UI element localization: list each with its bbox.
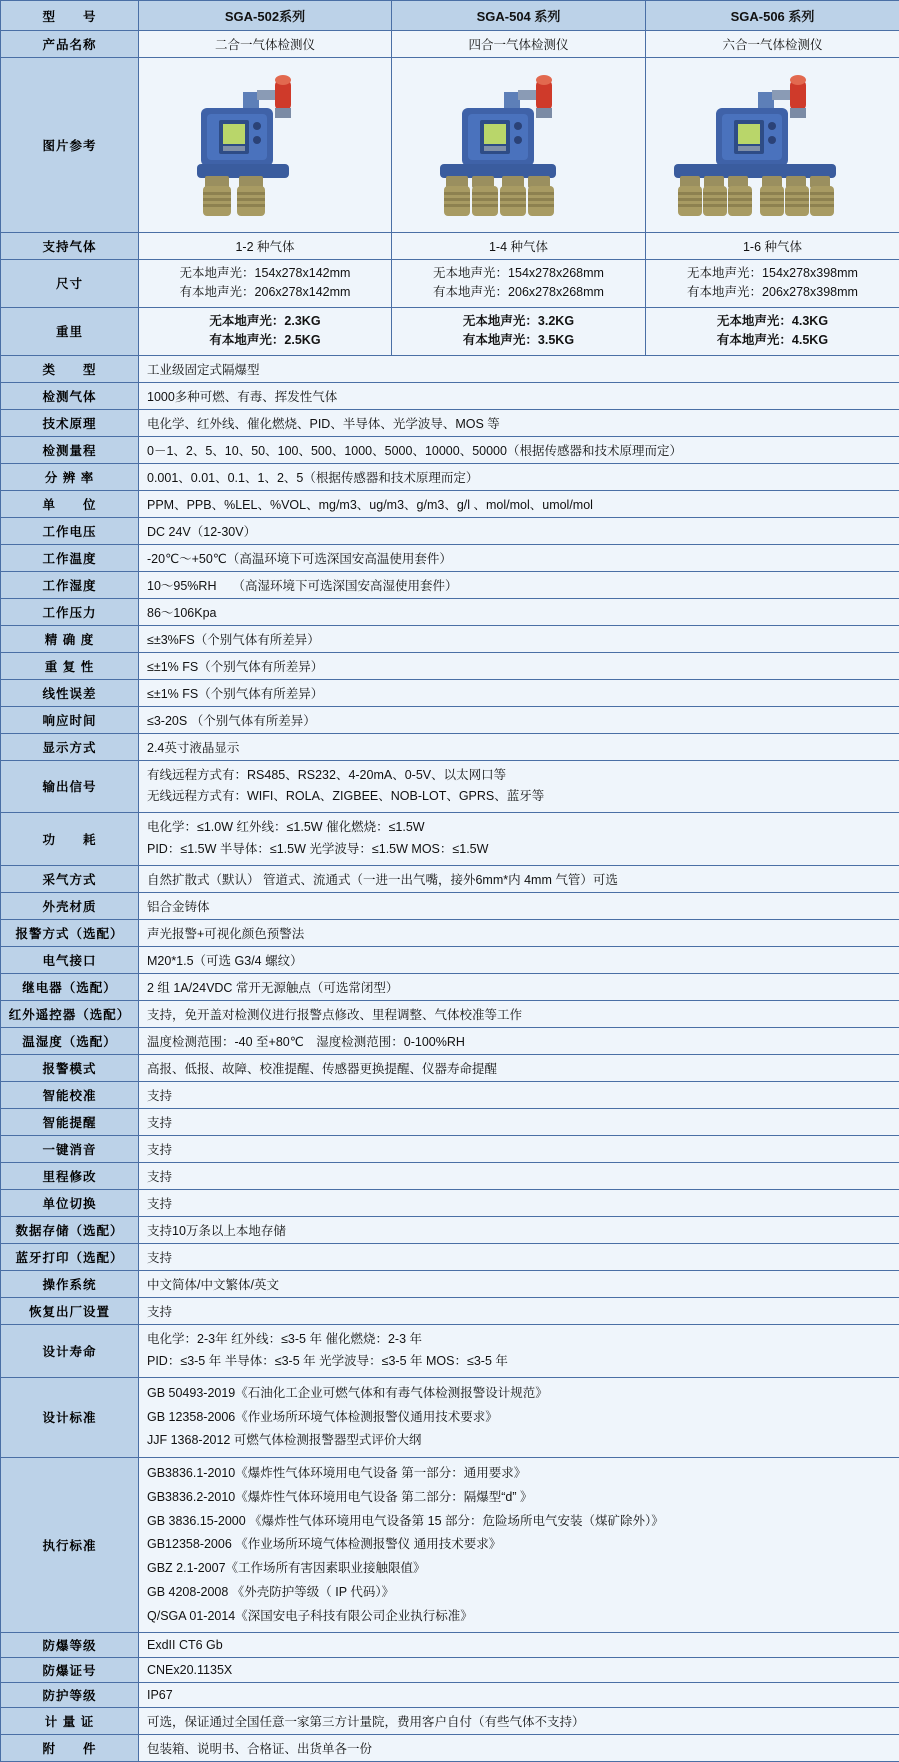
exec-standard-line-4: GB12358-2006 《作业场所环境气体检测报警仪 通用技术要求》: [147, 1533, 891, 1557]
size-2-line2: 有本地声光：206x278x268mm: [400, 283, 637, 302]
row-label-work-temp: 工作温度: [1, 544, 139, 571]
row-label-relay: 继电器（选配）: [1, 974, 139, 1001]
repeat-value: ≤±1% FS（个别气体有所差异）: [139, 652, 899, 679]
voltage-value: DC 24V（12-30V）: [139, 517, 899, 544]
weight-1: [139, 307, 392, 355]
row-label-ip-grade: 防护等级: [1, 1683, 139, 1708]
size-1: [139, 260, 392, 308]
table-row-output: [1, 760, 899, 813]
row-label-work-press: 工作压力: [1, 598, 139, 625]
table-row-electrical-port: [1, 947, 899, 974]
row-label-support-gas: 支持气体: [1, 233, 139, 260]
alarm-mode-opt-value: 声光报警+可视化颜色预警法: [139, 920, 899, 947]
support-gas-3: 1-6 种气体: [646, 233, 899, 260]
row-label-design-standard: 设计标准: [1, 1377, 139, 1457]
work-humi-value: 10～95%RH （高湿环境下可选深国安高湿使用套件）: [139, 571, 899, 598]
data-storage-value: 支持10万条以上本地存储: [139, 1217, 899, 1244]
power-pid: PID：≤1.5W: [147, 842, 216, 856]
table-row-range: [1, 436, 899, 463]
design-life-line-2: [147, 1351, 891, 1373]
table-row-image: [1, 58, 899, 233]
exec-standard-line-3: GB 3836.15-2000 《爆炸性气体环境用电气设备第 15 部分：危险场所电气安装（煤矿除外）》: [147, 1510, 891, 1534]
temp-humi-opt-value: 温度检测范围：-40 至+80℃ 湿度检测范围：0-100%RH: [139, 1028, 899, 1055]
table-row-work-humi: [1, 571, 899, 598]
table-row-linear: [1, 679, 899, 706]
life-pid: PID：≤3-5 年: [147, 1354, 221, 1368]
weight-2: [392, 307, 646, 355]
bt-print-value: 支持: [139, 1244, 899, 1271]
table-row-display: [1, 733, 899, 760]
table-row-work-press: [1, 598, 899, 625]
table-row-bt-print: [1, 1244, 899, 1271]
row-label-linear: 线性误差: [1, 679, 139, 706]
weight-1-line1: 无本地声光：2.3KG: [147, 312, 383, 331]
exec-standard-line-5: GBZ 2.1-2007《工作场所有害因素职业接触限值》: [147, 1557, 891, 1581]
row-label-range: 检测量程: [1, 436, 139, 463]
exec-standard-line-1: GB3836.1-2010《爆炸性气体环境用电气设备 第一部分：通用要求》: [147, 1462, 891, 1486]
work-temp-value: -20℃～+50℃（高温环境下可选深国安高温使用套件）: [139, 544, 899, 571]
table-row-response: [1, 706, 899, 733]
row-label-work-humi: 工作湿度: [1, 571, 139, 598]
product-name-3: 六合一气体检测仪: [646, 31, 899, 58]
table-row-sampling: [1, 866, 899, 893]
product-name-1: 二合一气体检测仪: [139, 31, 392, 58]
smart-remind-value: 支持: [139, 1109, 899, 1136]
ir-remote-value: 支持，免开盖对检测仪进行报警点修改、里程调整、气体校准等工作: [139, 1001, 899, 1028]
exec-standard-line-7: Q/SGA 01-2014《深国安电子科技有限公司企业执行标准》: [147, 1605, 891, 1629]
table-row-relay: [1, 974, 899, 1001]
smart-cal-value: 支持: [139, 1082, 899, 1109]
weight-2-line1: 无本地声光：3.2KG: [400, 312, 637, 331]
power-line-2: [147, 839, 891, 861]
row-label-one-key-mute: 一键消音: [1, 1136, 139, 1163]
table-row-data-storage: [1, 1217, 899, 1244]
row-label-sampling: 采气方式: [1, 866, 139, 893]
table-row-alarm-mode-opt: [1, 920, 899, 947]
accessories-value: 包装箱、说明书、合格证、出货单各一份: [139, 1735, 899, 1762]
ex-cert-value: CNEx20.1135X: [139, 1658, 899, 1683]
output-line-2: 无线远程方式有：WIFI、ROLA、ZIGBEE、NOB-LOT、GPRS、蓝牙等: [147, 786, 891, 808]
size-1-line2: 有本地声光：206x278x142mm: [147, 283, 383, 302]
model-header-2: SGA-504 系列: [392, 1, 646, 31]
size-3-line2: 有本地声光：206x278x398mm: [654, 283, 891, 302]
power-mos: MOS：≤1.5W: [411, 842, 488, 856]
table-row-smart-cal: [1, 1082, 899, 1109]
row-label-ir-remote: 红外遥控器（选配）: [1, 1001, 139, 1028]
table-row-metrology: [1, 1708, 899, 1735]
output-line-1: 有线远程方式有：RS485、RS232、4-20mA、0-5V、以太网口等: [147, 765, 891, 787]
support-gas-1: 1-2 种气体: [139, 233, 392, 260]
tech-principle-value: 电化学、红外线、催化燃烧、PID、半导体、光学波导、MOS 等: [139, 409, 899, 436]
metrology-value: 可选，保证通过全国任意一家第三方计量院，费用客户自付（有些气体不支持）: [139, 1708, 899, 1735]
row-label-size: 尺寸: [1, 260, 139, 308]
row-label-data-storage: 数据存储（选配）: [1, 1217, 139, 1244]
one-key-mute-value: 支持: [139, 1136, 899, 1163]
ip-grade-value: IP67: [139, 1683, 899, 1708]
relay-value: 2 组 1A/24VDC 常开无源触点（可选常闭型）: [139, 974, 899, 1001]
life-optical: 光学波导：≤3-5 年: [319, 1354, 422, 1368]
power-electrochem: 电化学：≤1.0W: [147, 820, 233, 834]
table-row-accessories: [1, 1735, 899, 1762]
row-label-ex-grade: 防爆等级: [1, 1633, 139, 1658]
unit-value: PPM、PPB、%LEL、%VOL、mg/m3、ug/m3、g/m3、g/l 、mol/mol、umol/mol: [139, 490, 899, 517]
row-label-temp-humi-opt: 温湿度（选配）: [1, 1028, 139, 1055]
gas-detector-illustration-6in1: [646, 64, 886, 224]
factory-reset-value: 支持: [139, 1298, 899, 1325]
table-row-support-gas: [1, 233, 899, 260]
row-label-factory-reset: 恢复出厂设置: [1, 1298, 139, 1325]
table-row-one-key-mute: [1, 1136, 899, 1163]
life-electrochem: 电化学：2-3年: [147, 1332, 228, 1346]
life-infrared: 红外线：≤3-5 年: [231, 1332, 322, 1346]
weight-3-line1: 无本地声光：4.3KG: [654, 312, 891, 331]
weight-3: [646, 307, 899, 355]
product-image-3: [646, 58, 899, 233]
size-3-line1: 无本地声光：154x278x398mm: [654, 264, 891, 283]
support-gas-2: 1-4 种气体: [392, 233, 646, 260]
model-header-3: SGA-506 系列: [646, 1, 899, 31]
detect-gas-value: 1000多种可燃、有毒、挥发性气体: [139, 382, 899, 409]
row-label-type: 类 型: [1, 355, 139, 382]
table-row-exec-standard: [1, 1458, 899, 1633]
display-value: 2.4英寸液晶显示: [139, 733, 899, 760]
exec-standard-line-2: GB3836.2-2010《爆炸性气体环境用电气设备 第二部分：隔爆型“d” 》: [147, 1486, 891, 1510]
exec-standard-line-6: GB 4208-2008 《外壳防护等级（ IP 代码）》: [147, 1581, 891, 1605]
response-value: ≤3-20S （个别气体有所差异）: [139, 706, 899, 733]
row-label-electrical-port: 电气接口: [1, 947, 139, 974]
table-row-shell: [1, 893, 899, 920]
table-row-detect-gas: [1, 382, 899, 409]
table-row-ir-remote: [1, 1001, 899, 1028]
row-label-accessories: 附 件: [1, 1735, 139, 1762]
life-mos: MOS：≤3-5 年: [426, 1354, 508, 1368]
weight-1-line2: 有本地声光：2.5KG: [147, 331, 383, 350]
life-catalytic: 催化燃烧：2-3 年: [325, 1332, 422, 1346]
design-life-value: [139, 1325, 899, 1378]
weight-2-line2: 有本地声光：3.5KG: [400, 331, 637, 350]
product-image-1: [139, 58, 392, 233]
table-row-product-name: [1, 31, 899, 58]
row-label-repeat: 重 复 性: [1, 652, 139, 679]
row-label-smart-cal: 智能校准: [1, 1082, 139, 1109]
table-row-temp-humi-opt: [1, 1028, 899, 1055]
power-infrared: 红外线：≤1.5W: [237, 820, 323, 834]
row-label-exec-standard: 执行标准: [1, 1458, 139, 1633]
table-row-tech-principle: [1, 409, 899, 436]
size-3: [646, 260, 899, 308]
table-row-ex-cert: [1, 1658, 899, 1683]
table-row-work-temp: [1, 544, 899, 571]
table-row-weight: [1, 307, 899, 355]
table-row-factory-reset: [1, 1298, 899, 1325]
size-1-line1: 无本地声光：154x278x142mm: [147, 264, 383, 283]
range-value: 0－1、2、5、10、50、100、500、1000、5000、10000、50000（根据传感器和技术原理而定）: [139, 436, 899, 463]
row-label-resolution: 分 辨 率: [1, 463, 139, 490]
table-row-alarm-mode: [1, 1055, 899, 1082]
table-row-ex-grade: [1, 1633, 899, 1658]
power-line-1: [147, 817, 891, 839]
row-label-shell: 外壳材质: [1, 893, 139, 920]
table-row-size: [1, 260, 899, 308]
design-standard-line-3: JJF 1368-2012 可燃气体检测报警器型式评价大纲: [147, 1429, 891, 1453]
table-row-design-standard: [1, 1377, 899, 1457]
table-row-type: [1, 355, 899, 382]
unit-switch-value: 支持: [139, 1190, 899, 1217]
os-value: 中文简体/中文繁体/英文: [139, 1271, 899, 1298]
table-row-smart-remind: [1, 1109, 899, 1136]
resolution-value: 0.001、0.01、0.1、1、2、5（根据传感器和技术原理而定）: [139, 463, 899, 490]
size-2-line1: 无本地声光：154x278x268mm: [400, 264, 637, 283]
power-semiconductor: 半导体：≤1.5W: [220, 842, 306, 856]
row-label-smart-remind: 智能提醒: [1, 1109, 139, 1136]
power-catalytic: 催化燃烧：≤1.5W: [326, 820, 425, 834]
table-row-design-life: [1, 1325, 899, 1378]
row-label-range-modify: 里程修改: [1, 1163, 139, 1190]
power-optical: 光学波导：≤1.5W: [309, 842, 408, 856]
design-life-line-1: [147, 1329, 891, 1351]
alarm-mode-value: 高报、低报、故障、校准提醒、传感器更换提醒、仪器寿命提醒: [139, 1055, 899, 1082]
row-label-response: 响应时间: [1, 706, 139, 733]
product-image-2: [392, 58, 646, 233]
row-label-detect-gas: 检测气体: [1, 382, 139, 409]
model-header-1: SGA-502系列: [139, 1, 392, 31]
design-standard-line-2: GB 12358-2006《作业场所环境气体检测报警仪通用技术要求》: [147, 1406, 891, 1430]
gas-detector-illustration-4in1: [392, 64, 622, 224]
gas-detector-illustration-2in1: [139, 64, 349, 224]
row-label-tech-principle: 技术原理: [1, 409, 139, 436]
table-row-model: [1, 1, 899, 31]
power-value: [139, 813, 899, 866]
row-label-design-life: 设计寿命: [1, 1325, 139, 1378]
row-label-metrology: 计 量 证: [1, 1708, 139, 1735]
row-label-accuracy: 精 确 度: [1, 625, 139, 652]
accuracy-value: ≤±3%FS（个别气体有所差异）: [139, 625, 899, 652]
table-row-range-modify: [1, 1163, 899, 1190]
table-row-repeat: [1, 652, 899, 679]
design-standard-value: [139, 1377, 899, 1457]
size-2: [392, 260, 646, 308]
type-value: 工业级固定式隔爆型: [139, 355, 899, 382]
row-label-display: 显示方式: [1, 733, 139, 760]
design-standard-line-1: GB 50493-2019《石油化工企业可燃气体和有毒气体检测报警设计规范》: [147, 1382, 891, 1406]
table-row-ip-grade: [1, 1683, 899, 1708]
weight-3-line2: 有本地声光：4.5KG: [654, 331, 891, 350]
row-label-unit: 单 位: [1, 490, 139, 517]
table-row-unit-switch: [1, 1190, 899, 1217]
table-row-os: [1, 1271, 899, 1298]
row-label-product-name: 产品名称: [1, 31, 139, 58]
table-row-unit: [1, 490, 899, 517]
table-row-resolution: [1, 463, 899, 490]
row-label-power: 功 耗: [1, 813, 139, 866]
row-label-weight: 重里: [1, 307, 139, 355]
exec-standard-value: [139, 1458, 899, 1633]
row-label-voltage: 工作电压: [1, 517, 139, 544]
row-label-alarm-mode: 报警模式: [1, 1055, 139, 1082]
row-label-unit-switch: 单位切换: [1, 1190, 139, 1217]
table-row-power: [1, 813, 899, 866]
ex-grade-value: ExdII CT6 Gb: [139, 1633, 899, 1658]
range-modify-value: 支持: [139, 1163, 899, 1190]
electrical-port-value: M20*1.5（可选 G3/4 螺纹）: [139, 947, 899, 974]
row-label-image: 图片参考: [1, 58, 139, 233]
work-press-value: 86～106Kpa: [139, 598, 899, 625]
row-label-output: 输出信号: [1, 760, 139, 813]
shell-value: 铝合金铸体: [139, 893, 899, 920]
row-label-model: 型 号: [1, 1, 139, 31]
row-label-os: 操作系统: [1, 1271, 139, 1298]
output-value: [139, 760, 899, 813]
row-label-bt-print: 蓝牙打印（选配）: [1, 1244, 139, 1271]
product-name-2: 四合一气体检测仪: [392, 31, 646, 58]
linear-value: ≤±1% FS（个别气体有所差异）: [139, 679, 899, 706]
life-semiconductor: 半导体：≤3-5 年: [225, 1354, 316, 1368]
table-row-voltage: [1, 517, 899, 544]
row-label-ex-cert: 防爆证号: [1, 1658, 139, 1683]
table-row-accuracy: [1, 625, 899, 652]
row-label-alarm-mode-opt: 报警方式（选配）: [1, 920, 139, 947]
sampling-value: 自然扩散式（默认） 管道式、流通式（一进一出气嘴，接外6mm*内 4mm 气管）可选: [139, 866, 899, 893]
